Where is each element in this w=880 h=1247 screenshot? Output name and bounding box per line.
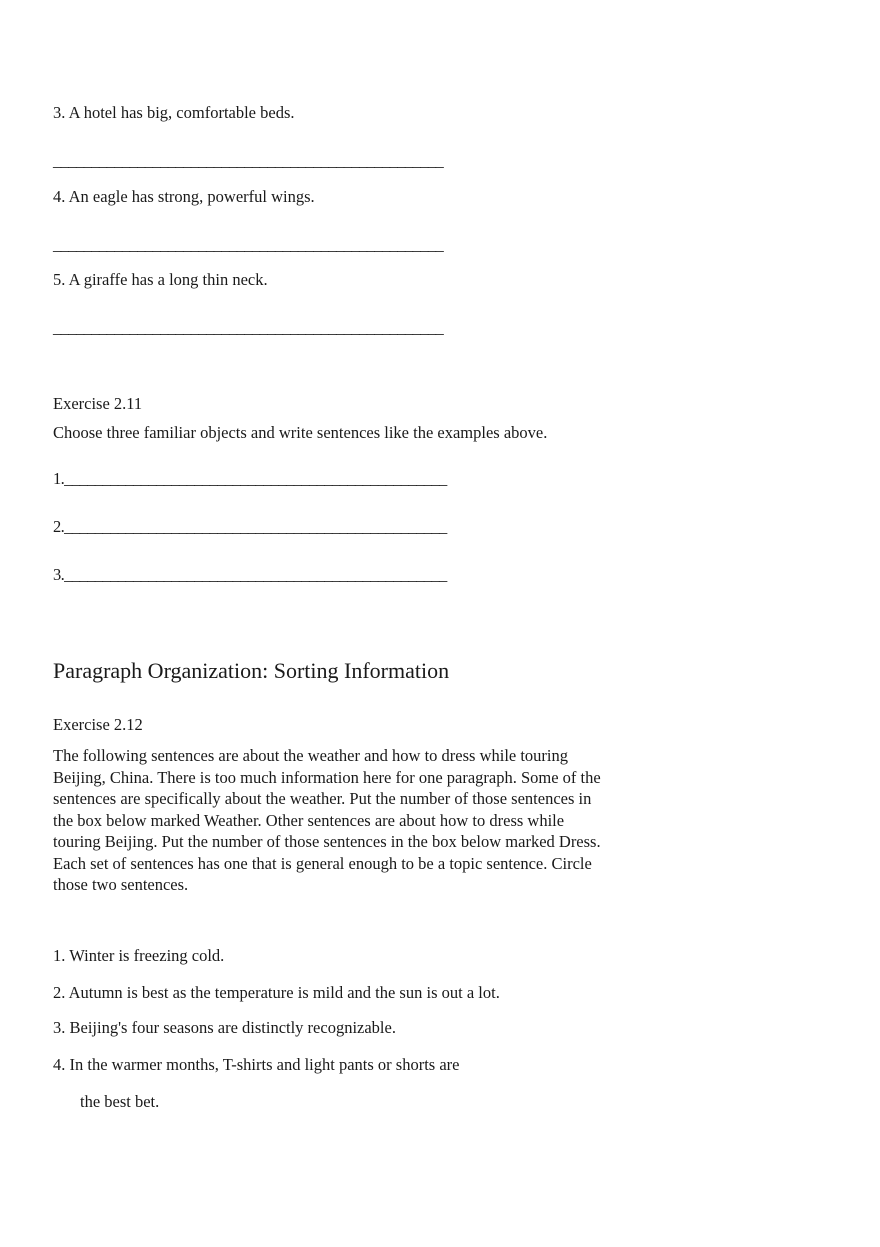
paragraph-line: The following sentences are about the weather and how to dress while touring: [53, 746, 569, 765]
list-item: 2. Autumn is best as the temperature is mild and the sun is out a lot.: [53, 983, 500, 1002]
answer-line[interactable]: ___________________________________________________: [53, 235, 444, 254]
blank-line[interactable]: 2.__________________________________________________: [53, 517, 447, 536]
paragraph-line: the box below marked Weather. Other sentences are about how to dress while: [53, 810, 565, 830]
paragraph-line: Each set of sentences has one that is general enough to be a topic sentence. Circle: [53, 853, 592, 873]
paragraph-line: sentences are specifically about the weather. Put the number of those sentences in: [53, 789, 592, 808]
sentence-item: 4. An eagle has strong, powerful wings.: [53, 187, 315, 206]
answer-line[interactable]: ___________________________________________________: [53, 318, 444, 337]
paragraph-line: Beijing, China. There is too much information here for one paragraph. Some of the: [53, 767, 601, 787]
instruction-paragraph: [53, 745, 693, 896]
answer-line[interactable]: ___________________________________________________: [53, 151, 444, 170]
exercise-title: Exercise 2.11: [53, 394, 143, 413]
blank-line[interactable]: 3.__________________________________________________: [53, 565, 447, 584]
section-heading: Paragraph Organization: Sorting Information: [53, 658, 450, 683]
sentence-item: 5. A giraffe has a long thin neck.: [53, 270, 268, 289]
list-item: 1. Winter is freezing cold.: [53, 946, 225, 965]
list-item-continuation: the best bet.: [80, 1092, 160, 1111]
blank-line[interactable]: 1.__________________________________________________: [53, 469, 447, 488]
paragraph-line: those two sentences.: [53, 875, 189, 894]
exercise-instruction: Choose three familiar objects and write sentences like the examples above.: [53, 423, 548, 442]
sentence-item: 3. A hotel has big, comfortable beds.: [53, 103, 295, 122]
exercise-title: Exercise 2.12: [53, 715, 143, 734]
list-item: 4. In the warmer months, T-shirts and light pants or shorts are: [53, 1055, 460, 1074]
list-item: 3. Beijing's four seasons are distinctly recognizable.: [53, 1018, 396, 1037]
paragraph-line: touring Beijing. Put the number of those sentences in the box below marked Dress.: [53, 832, 601, 851]
